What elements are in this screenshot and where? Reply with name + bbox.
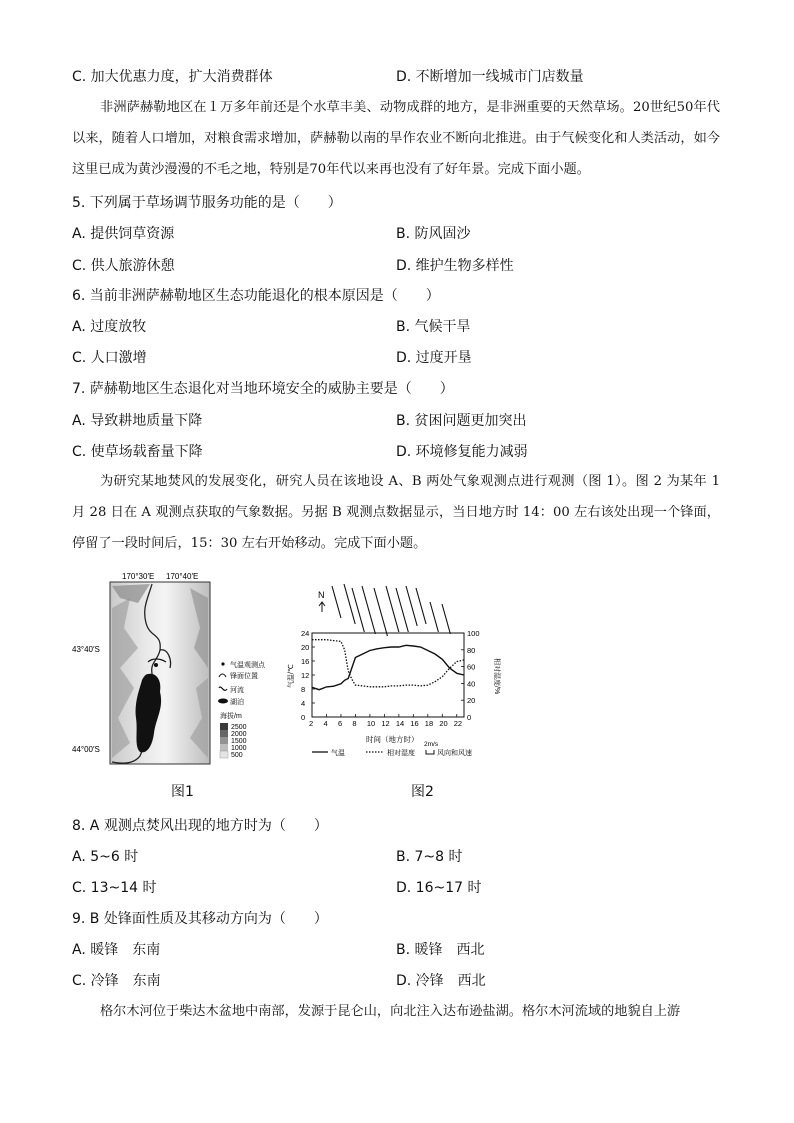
- passage-foehn: 为研究某地焚风的发展变化，研究人员在该地设 A、B 两处气象观测点进行观测（图 1）。图 2 为某年 1 月 28 日在 A 观测点获取的气象数据。另据 B 观测点数据显示，当日地方时 14：00 左右该处出现一个锋面，停留了一段时间后，15：30 左右开始移动。完成下面小题。: [72, 474, 720, 551]
- lon-label-2: 170°40′E: [166, 572, 199, 581]
- question-5-option-b[interactable]: B. 防风固沙: [396, 226, 471, 242]
- question-5-stem: 5. 下列属于草场调节服务功能的是（ ）: [72, 195, 342, 211]
- y-left-tick-label-4: 4: [301, 699, 306, 708]
- north-arrow-icon: [319, 602, 325, 612]
- x-tick-label-8: 8: [352, 719, 357, 728]
- north-arrow-label: N: [318, 590, 325, 600]
- legend-wind-label: 风向和风速: [437, 750, 472, 757]
- y-right-tick-label-60: 60: [467, 662, 476, 672]
- question-8-stem: 8. A 观测点焚风出现的地方时为（ ）: [72, 818, 328, 834]
- question-7-option-d[interactable]: D. 环境修复能力减弱: [396, 444, 528, 460]
- question-5-option-a[interactable]: A. 提供饲草资源: [72, 226, 175, 242]
- wind-arrow-8: [416, 588, 426, 624]
- elev-label-1000: 1000: [231, 745, 247, 752]
- elev-label-500: 500: [231, 752, 243, 759]
- figure-2-caption: 图2: [411, 784, 434, 800]
- wind-arrow-0: [332, 586, 341, 618]
- question-5-option-c[interactable]: C. 供人旅游休憩: [72, 258, 175, 274]
- question-9-stem: 9. B 处锋面性质及其移动方向为（ ）: [72, 911, 328, 927]
- wind-arrow-7: [406, 586, 417, 626]
- legend-elev-title: 海拔/m: [220, 713, 242, 720]
- y-axis-right-label: 相对湿度/%: [493, 658, 500, 695]
- legend-rh-label: 相对湿度: [387, 750, 415, 757]
- question-9-option-d[interactable]: D. 冷锋 西北: [396, 973, 486, 989]
- x-tick-label-20: 20: [439, 719, 448, 728]
- y-left-tick-label-12: 12: [301, 671, 310, 680]
- x-tick-label-6: 6: [337, 719, 343, 728]
- question-6-option-d[interactable]: D. 过度开垦: [396, 350, 472, 366]
- wind-scale-label: 2m/s: [424, 741, 439, 748]
- figure-2-chart: [282, 580, 502, 756]
- figure-1-map: [72, 568, 290, 774]
- wind-barbs: [332, 584, 450, 636]
- wind-arrow-9: [430, 602, 438, 632]
- question-7-option-a[interactable]: A. 导致耕地质量下降: [72, 413, 203, 429]
- axis-ticks: [301, 629, 480, 728]
- question-8-option-d[interactable]: D. 16~17 时: [396, 880, 482, 896]
- x-axis-label: 时间（地方时）: [366, 735, 419, 744]
- lat-label-2: 44°00′S: [72, 745, 100, 754]
- wind-arrow-3: [362, 586, 375, 634]
- y-right-tick-label-100: 100: [467, 629, 480, 638]
- elev-swatch-1000: [220, 744, 228, 751]
- y-left-tick-label-0: 0: [301, 713, 306, 722]
- legend-lake-icon: [218, 699, 228, 704]
- legend-front-label: 锋面位置: [230, 673, 258, 680]
- wind-arrow-10: [442, 604, 450, 634]
- question-9-option-a[interactable]: A. 暖锋 东南: [72, 942, 161, 958]
- question-8-option-a[interactable]: A. 5~6 时: [72, 849, 139, 865]
- legend-river-label: 河流: [230, 687, 244, 694]
- elev-label-2500: 2500: [231, 724, 247, 731]
- y-right-tick-label-80: 80: [467, 645, 476, 655]
- x-tick-label-14: 14: [395, 719, 405, 728]
- question-9-option-c[interactable]: C. 冷锋 东南: [72, 973, 161, 989]
- x-tick-label-22: 22: [453, 719, 463, 728]
- lon-label-1: 170°30′E: [122, 572, 155, 581]
- legend-temp-label: 气温: [331, 750, 345, 757]
- elev-swatch-500: [220, 751, 228, 758]
- legend-lake-label: 湖泊: [230, 699, 244, 706]
- x-tick-label-10: 10: [366, 719, 376, 728]
- x-tick-label-12: 12: [381, 719, 390, 728]
- y-left-tick-label-24: 24: [301, 629, 310, 638]
- passage-sahel: 非洲萨赫勒地区在１万多年前还是个水草丰美、动物成群的地方，是非洲重要的天然草场。20世纪50年代以来，随着人口增加，对粮食需求增加，萨赫勒以南的旱作农业不断向北推进。由于气候变化和人类活动，如今这里已成为黄沙漫漫的不毛之地，特别是70年代以来再也没有了好年景。完成下面小题。: [72, 100, 720, 177]
- x-tick-label-4: 4: [323, 719, 328, 728]
- question-7-stem: 7. 萨赫勒地区生态退化对当地环境安全的威胁主要是（ ）: [72, 381, 454, 397]
- series-temperature-line: [312, 645, 464, 689]
- legend-wind-icon: [426, 750, 434, 754]
- legend-front-icon: [219, 674, 226, 677]
- question-6-option-c[interactable]: C. 人口激增: [72, 350, 147, 366]
- y-left-tick-label-20: 20: [301, 643, 310, 652]
- question-6-option-a[interactable]: A. 过度放牧: [72, 319, 147, 335]
- wind-arrow-1: [344, 584, 355, 624]
- station-point: [154, 663, 158, 667]
- question-7-option-b[interactable]: B. 贫困问题更加突出: [396, 413, 527, 429]
- wind-arrow-4: [374, 588, 387, 636]
- y-right-tick-label-40: 40: [467, 679, 476, 689]
- wind-arrow-6: [396, 588, 408, 632]
- y-right-tick-label-20: 20: [467, 696, 476, 706]
- option-d: D. 不断增加一线城市门店数量: [396, 69, 584, 85]
- plot-frame: [312, 633, 464, 717]
- question-8-option-c[interactable]: C. 13~14 时: [72, 880, 157, 896]
- option-c: C. 加大优惠力度，扩大消费群体: [72, 69, 273, 85]
- y-right-tick-label-0: 0: [467, 713, 472, 722]
- legend-station-icon: [221, 662, 224, 665]
- wind-arrow-2: [352, 588, 364, 632]
- legend-station-label: 气温观测点: [230, 662, 265, 669]
- question-5-option-d[interactable]: D. 维护生物多样性: [396, 258, 514, 274]
- question-9-option-b[interactable]: B. 暖锋 西北: [396, 942, 485, 958]
- x-tick-label-18: 18: [424, 719, 434, 728]
- y-left-tick-label-16: 16: [301, 657, 310, 666]
- y-axis-left-label: 气温/℃: [288, 664, 295, 688]
- y-left-tick-label-8: 8: [301, 685, 306, 694]
- elev-swatch-1500: [220, 737, 228, 744]
- question-6-stem: 6. 当前非洲萨赫勒地区生态功能退化的根本原因是（ ）: [72, 288, 440, 304]
- x-tick-label-2: 2: [309, 719, 314, 728]
- elev-label-2000: 2000: [231, 731, 247, 738]
- legend-river-icon: [219, 687, 227, 690]
- elev-swatch-2000: [220, 730, 228, 737]
- question-8-option-b[interactable]: B. 7~8 时: [396, 849, 463, 865]
- question-6-option-b[interactable]: B. 气候干旱: [396, 319, 471, 335]
- passage-golmud: 格尔木河位于柴达木盆地中南部，发源于昆仑山，向北注入达布逊盐湖。格尔木河流域的地貌自上游: [100, 1004, 681, 1019]
- figure-1-caption: 图1: [171, 784, 194, 800]
- lat-label-1: 43°40′S: [72, 645, 100, 654]
- elev-swatch-2500: [220, 723, 228, 730]
- elev-label-1500: 1500: [231, 738, 247, 745]
- x-tick-label-16: 16: [410, 719, 419, 728]
- question-7-option-c[interactable]: C. 使草场载畜量下降: [72, 444, 203, 460]
